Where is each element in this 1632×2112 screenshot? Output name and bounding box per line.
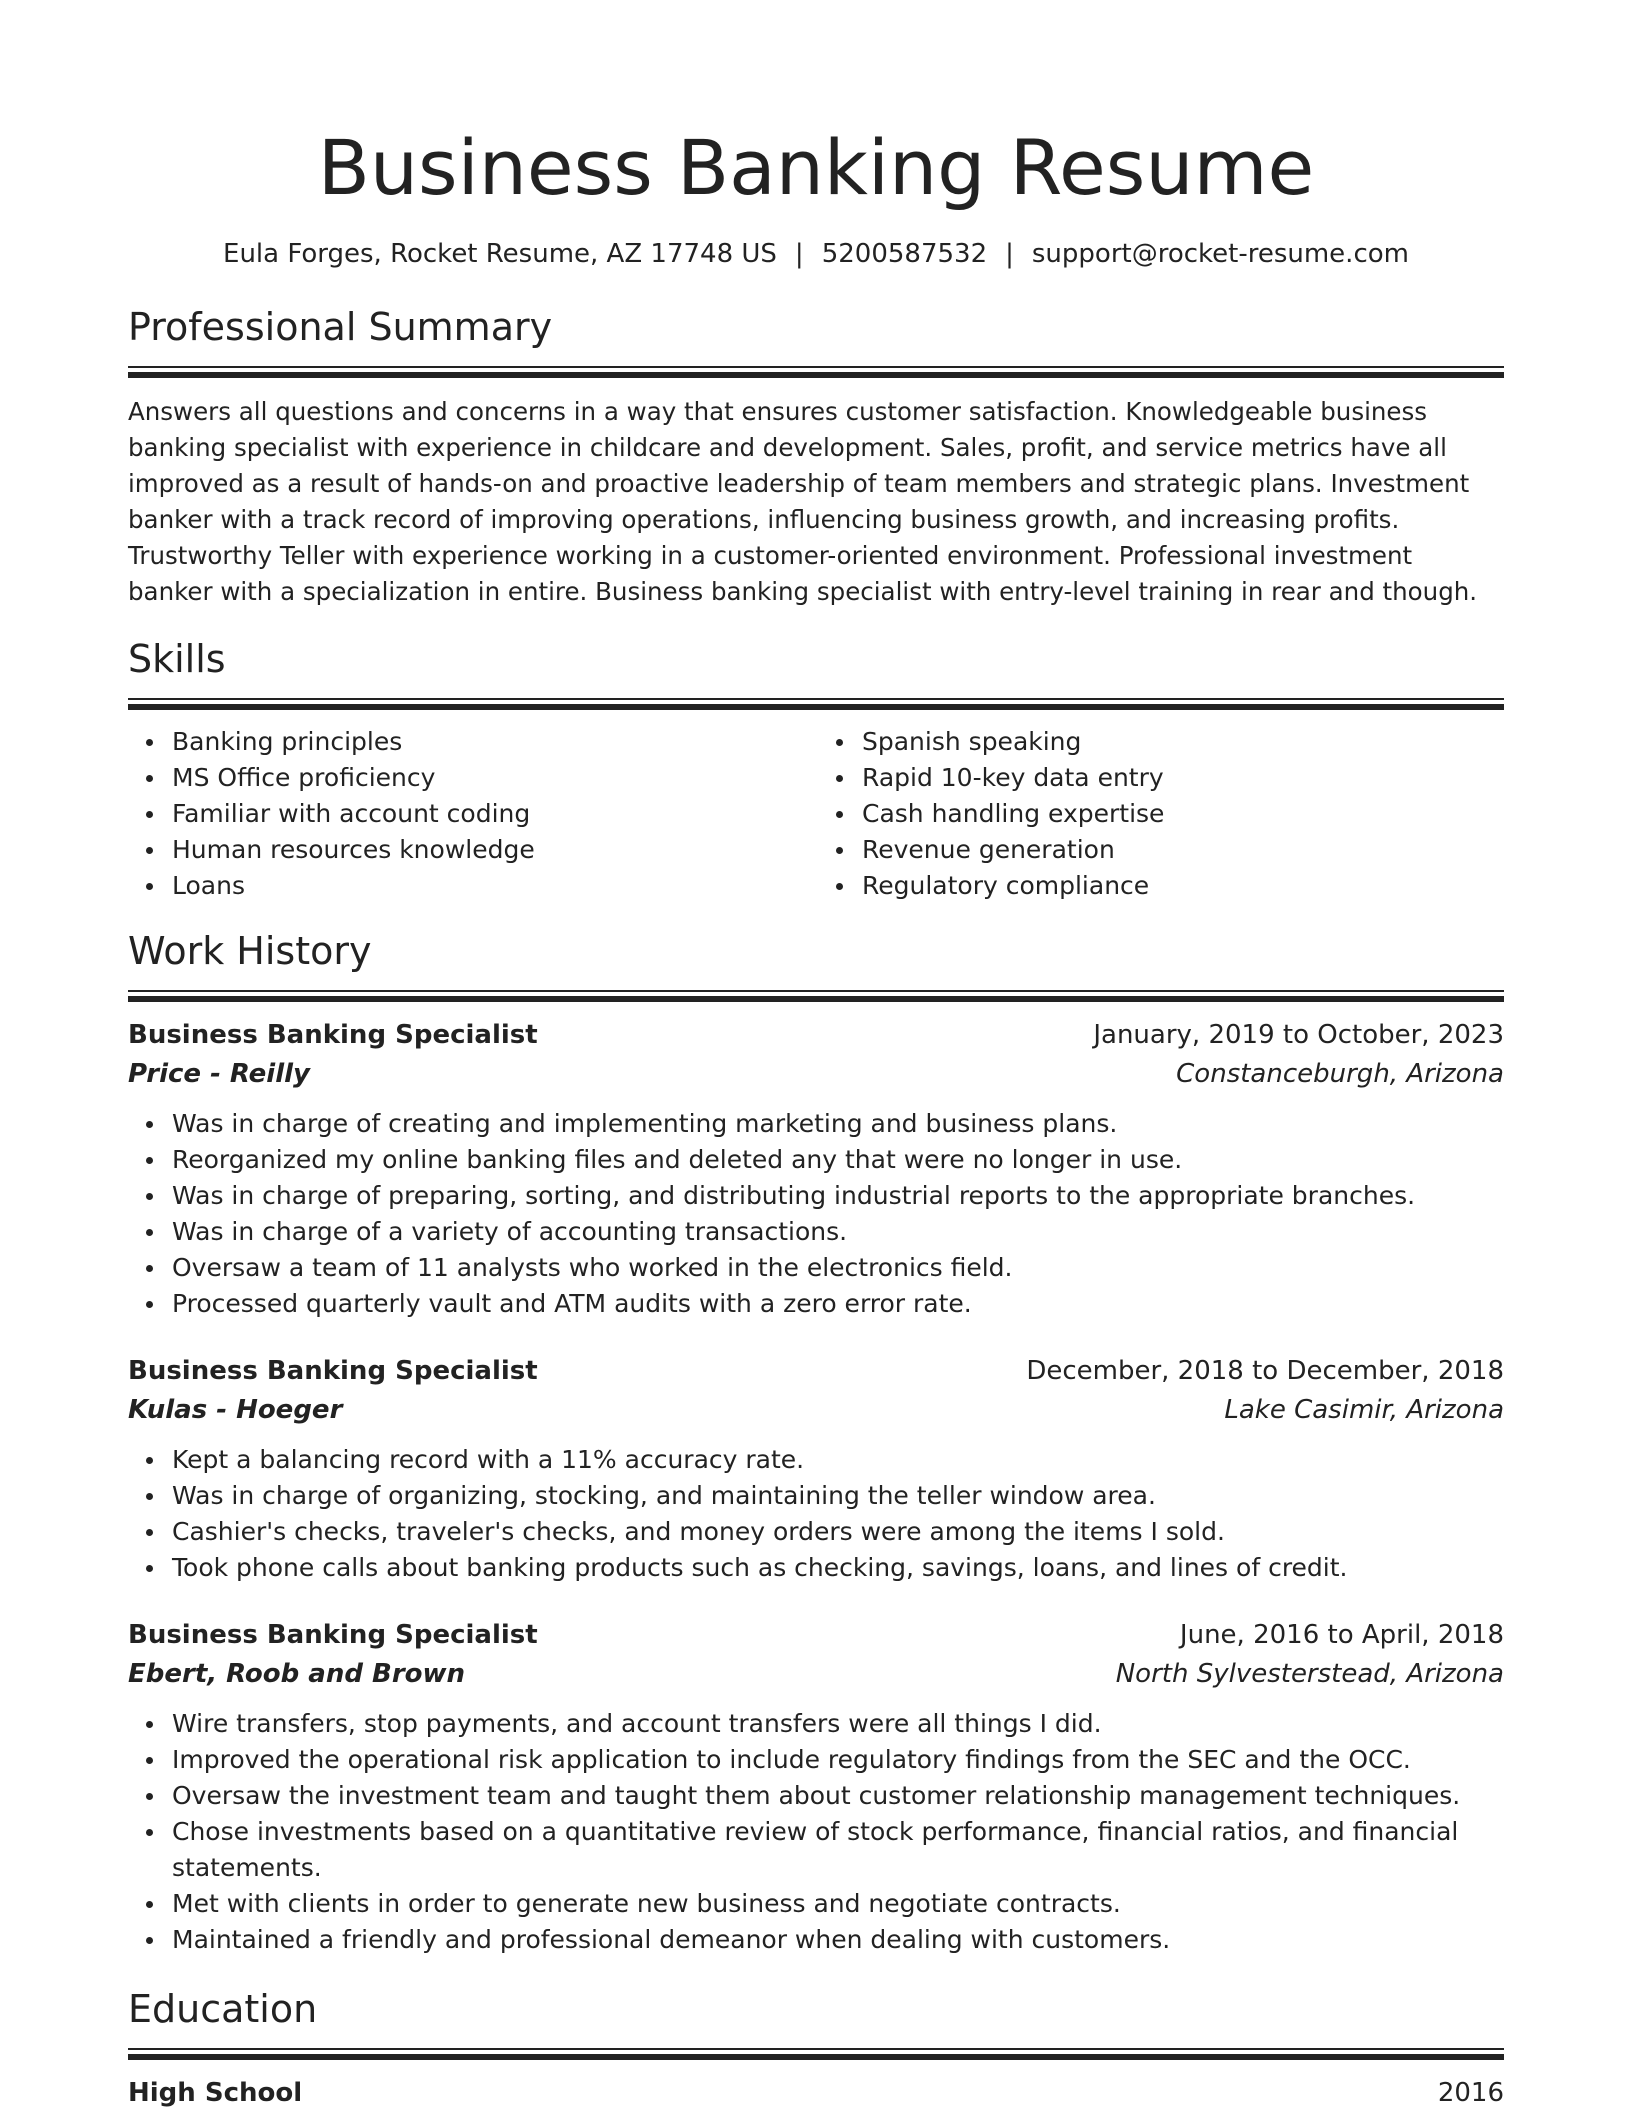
education-degree: High School (128, 2078, 303, 2108)
job-title: Business Banking Specialist (128, 1620, 538, 1650)
job-bullet: Oversaw the investment team and taught them about customer relationship management techniques. (172, 1778, 1504, 1814)
job-dates: December, 2018 to December, 2018 (1026, 1356, 1504, 1386)
skill-item: Human resources knowledge (172, 832, 814, 868)
job-bullet: Was in charge of a variety of accounting transactions. (172, 1214, 1504, 1250)
job-dates: January, 2019 to October, 2023 (1093, 1020, 1504, 1050)
job-bullet: Reorganized my online banking files and deleted any that were no longer in use. (172, 1142, 1504, 1178)
summary-section (128, 302, 1504, 610)
job-location: Constanceburgh, Arizona (1176, 1059, 1504, 1089)
job-subheader-row (128, 1390, 1504, 1430)
skill-item: Loans (172, 868, 814, 904)
skill-item: Familiar with account coding (172, 796, 814, 832)
job-company: Price - Reilly (128, 1059, 310, 1089)
section-divider (128, 698, 1504, 710)
contact-phone: 5200587532 (821, 239, 988, 269)
job-bullet: Was in charge of preparing, sorting, and distributing industrial reports to the appropriate branches. (172, 1178, 1504, 1214)
job-bullet: Met with clients in order to generate new business and negotiate contracts. (172, 1886, 1504, 1922)
summary-text: Answers all questions and concerns in a way that ensures customer satisfaction. Knowledgeable business banking specialist with experience in childcare and development. Sales, profit, and service metrics have all improved as a result of hands-on and proactive leadership of team members and strategic plans. Investment banker with a track record of improving operations, influencing business growth, and increasing profits. Trustworthy Teller with experience working in a customer-oriented environment. Professional investment banker with a specialization in entire. Business banking specialist with entry-level training in rear and though. (128, 397, 1478, 606)
job-bullet: Chose investments based on a quantitative review of stock performance, financial ratios, and financial statements. (172, 1814, 1504, 1886)
job-location: Lake Casimir, Arizona (1224, 1395, 1504, 1425)
contact-address: Eula Forges, Rocket Resume, AZ 17748 US (223, 239, 777, 269)
job-entry (128, 1016, 1504, 1322)
contact-separator: | (794, 239, 804, 269)
job-bullet-list (128, 1442, 1504, 1586)
work-history-section (128, 926, 1504, 1958)
skills-list-right (814, 724, 1504, 904)
job-bullet: Took phone calls about banking products such as checking, savings, loans, and lines of credit. (172, 1550, 1504, 1586)
education-entry (128, 2074, 1504, 2112)
contact-separator: | (1005, 239, 1014, 269)
section-divider (128, 2048, 1504, 2060)
job-company: Kulas - Hoeger (128, 1395, 343, 1425)
skill-item: Rapid 10-key data entry (862, 760, 1504, 796)
job-bullet: Maintained a friendly and professional demeanor when dealing with customers. (172, 1922, 1504, 1958)
job-bullet: Kept a balancing record with a 11% accuracy rate. (172, 1442, 1504, 1478)
job-bullet: Improved the operational risk application to include regulatory findings from the SEC and the OCC. (172, 1742, 1504, 1778)
contact-line (128, 236, 1504, 272)
job-bullet: Wire transfers, stop payments, and account transfers were all things I did. (172, 1706, 1504, 1742)
resume-title: Business Banking Resume (317, 123, 1315, 212)
job-dates: June, 2016 to April, 2018 (1179, 1620, 1504, 1650)
section-heading-education: Education (128, 1987, 318, 2031)
job-bullet: Was in charge of creating and implementing marketing and business plans. (172, 1106, 1504, 1142)
skill-item: Banking principles (172, 724, 814, 760)
job-header-row (128, 1016, 1504, 1054)
job-bullet-list (128, 1706, 1504, 1958)
contact-email: support@rocket-resume.com (1031, 239, 1409, 269)
job-bullet-list (128, 1106, 1504, 1322)
job-header-row (128, 1352, 1504, 1390)
skill-item: Regulatory compliance (862, 868, 1504, 904)
skill-item: Cash handling expertise (862, 796, 1504, 832)
job-location: North Sylvesterstead, Arizona (1115, 1659, 1504, 1689)
skills-list-left (128, 724, 814, 904)
education-section (128, 1984, 1504, 2112)
job-entry (128, 1352, 1504, 1586)
job-subheader-row (128, 1054, 1504, 1094)
section-heading-work-history: Work History (128, 929, 372, 973)
skills-grid (128, 724, 1504, 904)
job-bullet: Was in charge of organizing, stocking, and maintaining the teller window area. (172, 1478, 1504, 1514)
section-heading-summary: Professional Summary (128, 305, 553, 349)
job-header-row (128, 1616, 1504, 1654)
skill-item: Revenue generation (862, 832, 1504, 868)
job-title: Business Banking Specialist (128, 1356, 538, 1386)
section-divider (128, 366, 1504, 378)
job-bullet: Cashier's checks, traveler's checks, and money orders were among the items I sold. (172, 1514, 1504, 1550)
section-divider (128, 990, 1504, 1002)
job-entry (128, 1616, 1504, 1958)
job-subheader-row (128, 1654, 1504, 1694)
skill-item: Spanish speaking (862, 724, 1504, 760)
skill-item: MS Office proficiency (172, 760, 814, 796)
skills-section (128, 634, 1504, 904)
job-bullet: Processed quarterly vault and ATM audits with a zero error rate. (172, 1286, 1504, 1322)
job-company: Ebert, Roob and Brown (128, 1659, 466, 1689)
section-heading-skills: Skills (128, 637, 226, 681)
job-title: Business Banking Specialist (128, 1020, 538, 1050)
job-bullet: Oversaw a team of 11 analysts who worked in the electronics field. (172, 1250, 1504, 1286)
education-year: 2016 (1437, 2078, 1504, 2108)
